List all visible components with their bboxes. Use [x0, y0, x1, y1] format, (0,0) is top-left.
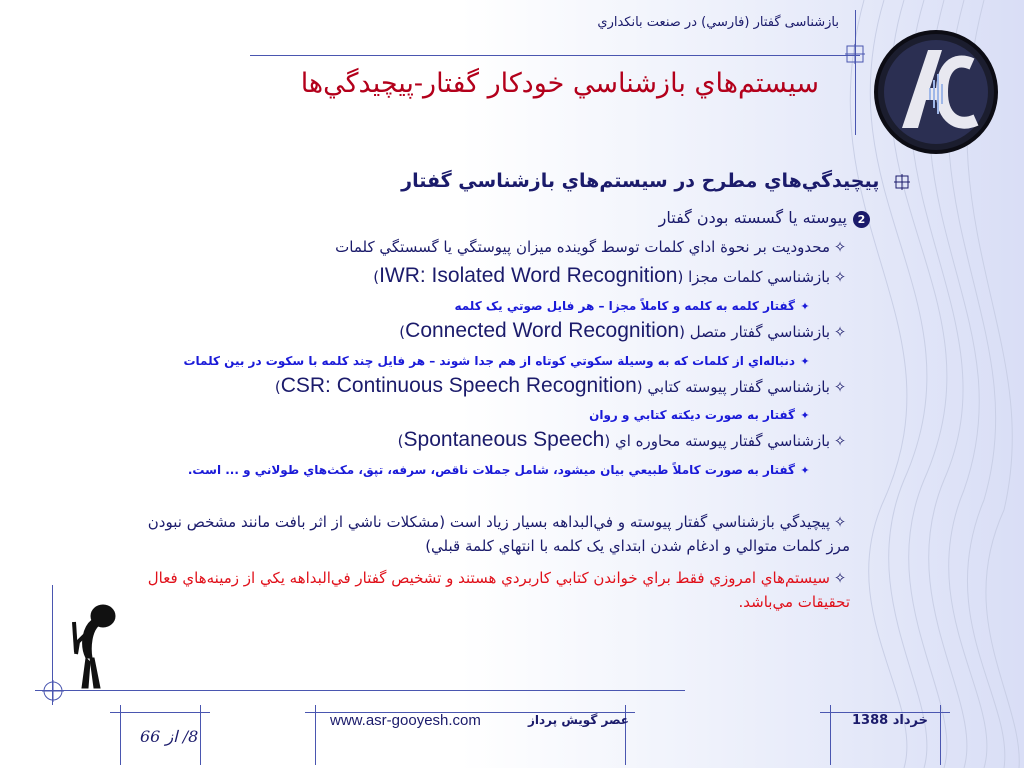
sub-list-item — [188, 463, 815, 477]
list-item-english: IWR: Isolated Word Recognition — [379, 264, 678, 287]
four-point-star-bullet-icon: ✧ — [833, 323, 847, 341]
list-item — [398, 428, 850, 452]
header-vline — [855, 10, 856, 135]
corner-mark-top — [845, 44, 865, 64]
list-item-text: بازشناسي کلمات مجزا ( — [677, 268, 830, 286]
footer-vline-1 — [120, 705, 121, 765]
list-item — [373, 264, 850, 288]
main-heading-text: پيچيدگي‌هاي مطرح در سيستم‌هاي بازشناسي گفتار — [401, 170, 880, 192]
sub-list-item-text: گفتار به صورت ديکته کتابي و روان — [589, 408, 795, 422]
footer-vline-5 — [830, 705, 831, 765]
sub-list-item-text: دنباله‌اي از کلمات که به وسيلة سکوتي کوتاه از هم جدا شوند – هر فايل چند کلمه با سکوت در بين کلمات — [183, 354, 795, 368]
number-badge-icon: 2 — [853, 211, 870, 228]
asr-gooyesh-logo — [872, 28, 1000, 156]
four-point-star-bullet-icon: ✧ — [833, 268, 847, 286]
list-item-english: CSR: Continuous Speech Recognition — [280, 374, 637, 397]
footer-vline-2 — [200, 705, 201, 765]
list-item-paren: ) — [397, 432, 404, 450]
list-item — [275, 374, 850, 398]
sub-list-item — [454, 299, 815, 313]
footer-date: خرداد 1388 — [852, 713, 928, 728]
list-item-text: محدوديت بر نحوة اداي کلمات توسط گوينده ميزان پيوستگي يا گسستگي کلمات — [335, 238, 830, 256]
four-point-star-bullet-icon: ✧ — [833, 513, 847, 531]
list-item-paren: ) — [399, 323, 406, 341]
list-item-text: بازشناسي گفتار متصل ( — [679, 323, 830, 341]
subheading — [659, 208, 870, 228]
list-item-english: Connected Word Recognition — [405, 319, 680, 342]
footer-rule-1 — [110, 712, 210, 713]
paragraph-current-systems — [130, 566, 850, 614]
list-item-text: بازشناسي گفتار پيوسته محاوره اي ( — [604, 432, 830, 450]
corner-mark-bottom — [42, 680, 64, 702]
sub-list-item — [589, 408, 815, 422]
sub-list-item-text: گفتار به صورت کاملاً طبيعي بيان ميشود، شامل جملات ناقص، سرفه، تپق، مکث‌هاي طولاني و ... است. — [187, 463, 795, 477]
bottom-rule — [35, 690, 685, 691]
small-star-bullet-icon: ✦ — [800, 355, 810, 368]
footer-vline-3 — [315, 705, 316, 765]
small-star-bullet-icon: ✦ — [800, 300, 810, 313]
sub-list-item — [183, 354, 815, 368]
square-cross-bullet-icon — [894, 174, 910, 190]
four-point-star-bullet-icon: ✧ — [833, 378, 847, 396]
main-heading — [401, 170, 910, 192]
footer-brand: عصر گويش پرداز — [528, 713, 629, 727]
sub-list-item-text: گفتار کلمه به کلمه و کاملاً مجزا – هر فايل صوتي يک کلمه — [454, 299, 795, 313]
four-point-star-bullet-icon: ✧ — [833, 569, 847, 587]
paragraph-text: پيچيدگي بازشناسي گفتار پيوسته و في‌البداهه بسيار زياد است (مشکلات ناشي از اثر بافت مانند مشخص نبودن مرز کلمات متوالي و ادغام شدن ابتداي يک کلمه با انتهاي کلمة قبلي) — [147, 513, 850, 555]
tired-person-icon — [68, 602, 128, 692]
footer-vline-6 — [940, 705, 941, 765]
small-star-bullet-icon: ✦ — [800, 409, 810, 422]
slide-title: سيستم‌هاي بازشناسي خودکار گفتار-پيچيدگي‌ها — [300, 68, 819, 99]
list-item-paren: ) — [274, 378, 281, 396]
four-point-star-bullet-icon: ✧ — [833, 238, 847, 256]
four-point-star-bullet-icon: ✧ — [833, 432, 847, 450]
header-rule — [250, 55, 860, 56]
paragraph-complexity — [130, 510, 850, 558]
page-number: 8/ از 66 — [140, 727, 199, 746]
paragraph-text: سيستم‌هاي امروزي فقط براي خواندن کتابي کاربردي هستند و تشخيص گفتار في‌البداهه يکي از زمينه‌هاي فعال تحقيقات مي‌باشد. — [147, 569, 850, 611]
list-item — [335, 238, 850, 256]
list-item-text: بازشناسي گفتار پيوسته کتابي ( — [636, 378, 830, 396]
small-star-bullet-icon: ✦ — [800, 464, 810, 477]
list-item-paren: ) — [373, 268, 380, 286]
header-subtitle: بازشناسی گفتار (فارسي) در صنعت بانکداري — [597, 15, 839, 30]
list-item-english: Spontaneous Speech — [403, 428, 605, 451]
footer-url-link[interactable]: www.asr-gooyesh.com — [330, 712, 481, 729]
list-item — [399, 319, 850, 343]
subheading-text: پيوسته يا گسسته بودن گفتار — [658, 208, 847, 227]
